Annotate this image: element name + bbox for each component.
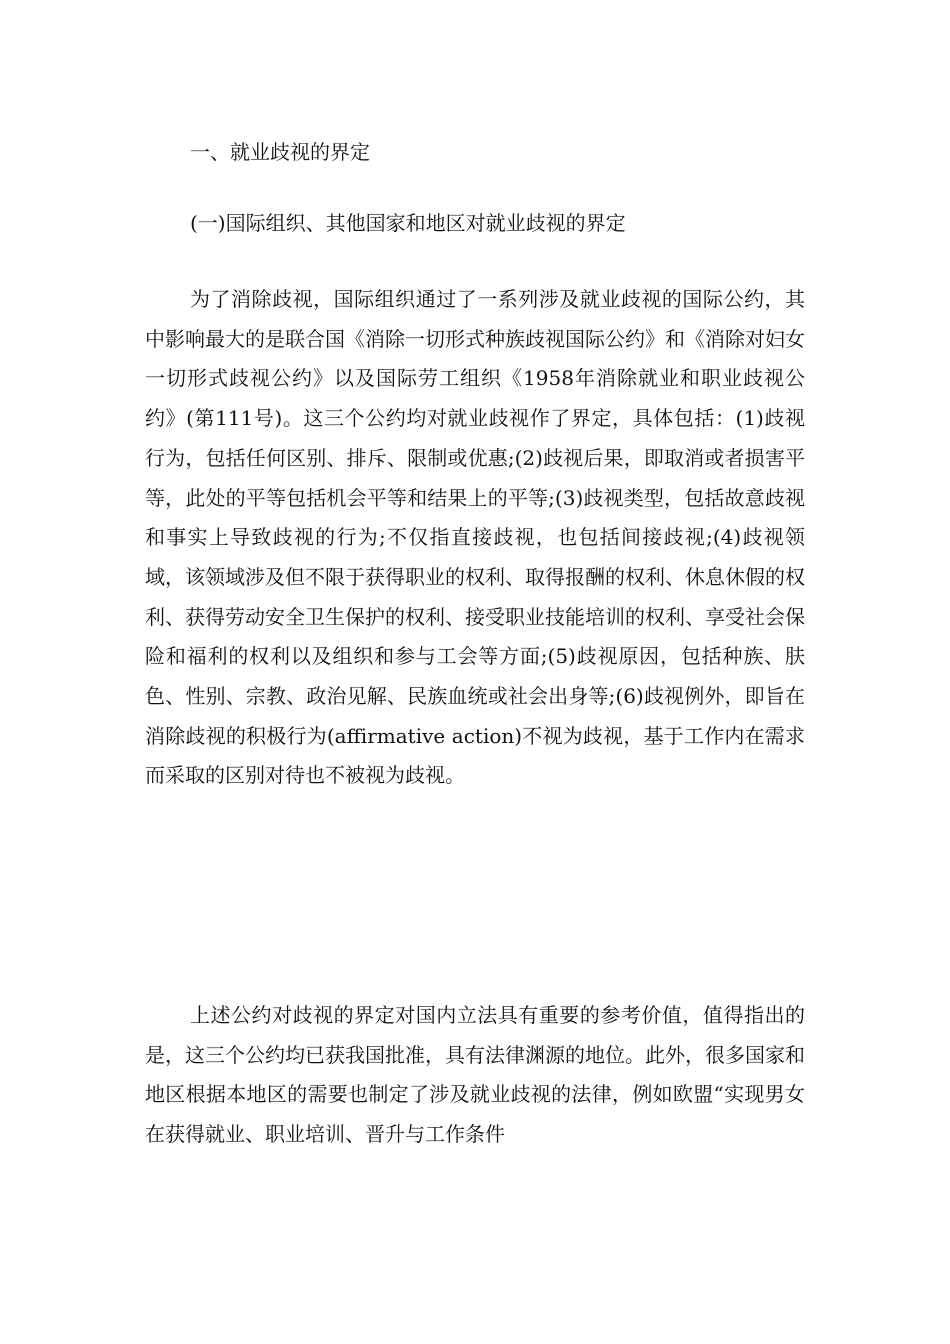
- section-heading: 一、就业歧视的界定: [190, 140, 370, 164]
- body-paragraph-2: 上述公约对歧视的界定对国内立法具有重要的参考价值，值得指出的是，这三个公约均已获我国批准，具有法律渊源的地位。此外，很多国家和地区根据本地区的需要也制定了涉及就业歧视的法律，例如欧盟“实现男女在获得就业、职业培训、晋升与工作条件: [145, 1003, 805, 1147]
- subsection-heading: (一)国际组织、其他国家和地区对就业歧视的界定: [190, 211, 626, 235]
- body-paragraph-1: 为了消除歧视，国际组织通过了一系列涉及就业歧视的国际公约，其中影响最大的是联合国《消除一切形式种族歧视国际公约》和《消除对妇女一切形式歧视公约》以及国际劳工组织《1958年消除就业和职业歧视公约》(第111号)。这三个公约均对就业歧视作了界定，具体包括：(1)歧视行为，包括任何区别、排斥、限制或优惠;(2)歧视后果，即取消或者损害平等，此处的平等包括机会平等和结果上的平等;(3)歧视类型，包括故意歧视和事实上导致歧视的行为;不仅指直接歧视，也包括间接歧视;(4)歧视领域，该领域涉及但不限于获得职业的权利、取得报酬的权利、休息休假的权利、获得劳动安全卫生保护的权利、接受职业技能培训的权利、享受社会保险和福利的权利以及组织和参与工会等方面;(5)歧视原因，包括种族、肤色、性别、宗教、政治见解、民族血统或社会出身等;(6)歧视例外，即旨在消除歧视的积极行为(affirmative action)不视为歧视，基于工作内在需求而采取的区别对待也不被视为歧视。: [145, 287, 805, 788]
